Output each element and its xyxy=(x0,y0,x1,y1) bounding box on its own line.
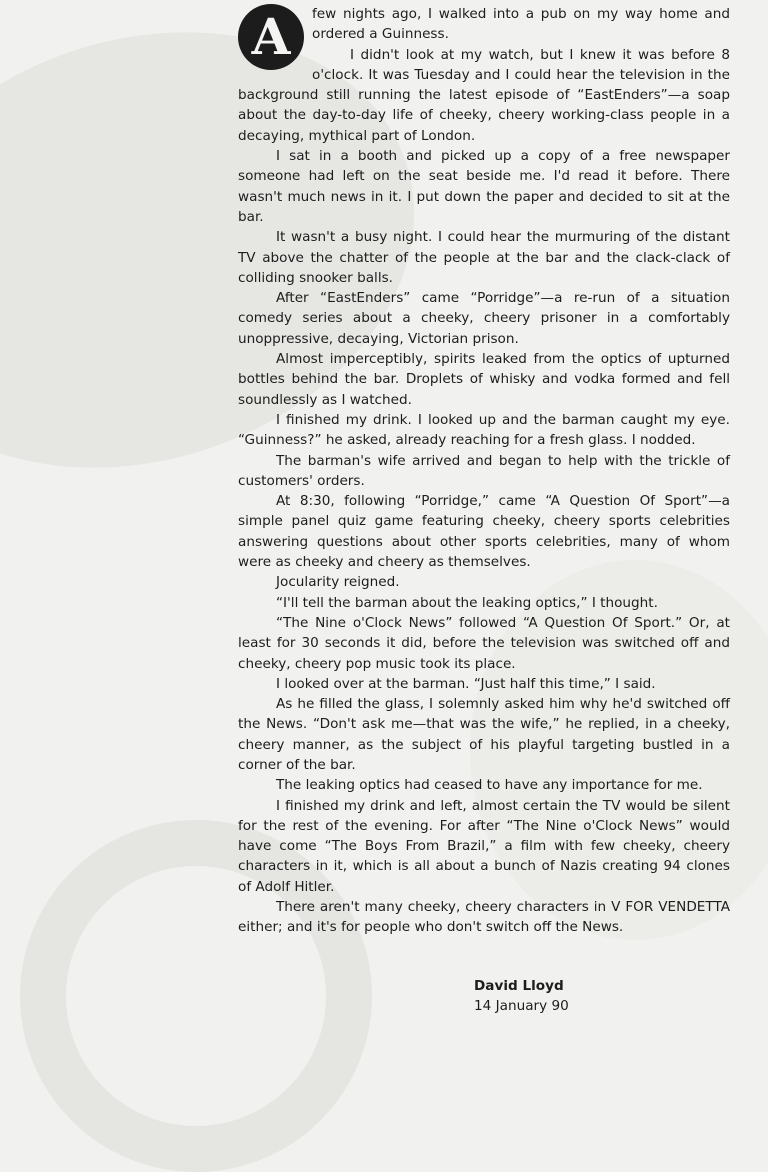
article-paragraph: It wasn't a busy night. I could hear the murmuring of the distant TV above the chatter of the people at the bar and the clack-clack of colliding snooker balls. xyxy=(238,229,730,286)
article-paragraph: “The Nine o'Clock News” followed “A Question Of Sport.” Or, at least for 30 seconds it did, before the television was switched off and cheeky, cheery pop music took its place. xyxy=(238,614,730,672)
article-paragraph: As he filled the glass, I solemnly asked him why he'd switched off the News. “Don't ask me—that was the wife,” he replied, in a cheeky, cheery manner, as the subject of his playful targeting bustled in a corner of the bar. xyxy=(238,696,730,773)
author-name: David Lloyd xyxy=(474,978,564,994)
article-paragraph: “I'll tell the barman about the leaking optics,” I thought. xyxy=(276,594,658,611)
article-paragraph: I didn't look at my watch, but I knew it was before 8 o'clock. It was Tuesday and I could hear the television in the background still running the latest episode of “EastEnders”—a soap about the day-to-day life of cheeky, cheery working-class people in a decaying, mythical part of London. xyxy=(238,46,730,144)
article-paragraph: The leaking optics had ceased to have any importance for me. xyxy=(276,777,703,794)
signature-date: 14 January 90 xyxy=(474,998,569,1014)
drop-cap: A xyxy=(238,4,304,70)
article-paragraph: Almost imperceptibly, spirits leaked from the optics of upturned bottles behind the bar. Droplets of whisky and vodka formed and fell soundlessly as I watched. xyxy=(238,351,730,408)
article-paragraph: After “EastEnders” came “Porridge”—a re-run of a situation comedy series about a cheeky, cheery prisoner in a comfortably unoppressive, decaying, Victorian prison. xyxy=(238,290,730,347)
article-body xyxy=(238,4,730,938)
article-paragraph: At 8:30, following “Porridge,” came “A Question Of Sport”—a simple panel quiz game featuring cheeky, cheery sports celebrities answering questions about other sports celebrities, many of whom were as cheeky and cheery as themselves. xyxy=(238,493,730,571)
article-paragraph: I sat in a booth and picked up a copy of a free newspaper someone had left on the seat beside me. I'd read it before. There wasn't much news in it. I put down the paper and decided to sit at the bar. xyxy=(238,148,730,225)
article-paragraph: few nights ago, I walked into a pub on my way home and ordered a Guinness. xyxy=(312,6,730,43)
article-paragraph: I looked over at the barman. “Just half this time,” I said. xyxy=(276,675,656,692)
article-paragraph: I finished my drink and left, almost certain the TV would be silent for the rest of the evening. For after “The Nine o'Clock News” would have come “The Boys From Brazil,” a film with few cheeky, cheery characters in it, which is all about a bunch of Nazis creating 94 clones of Adolf Hitler. xyxy=(238,797,730,895)
article-paragraph: There aren't many cheeky, cheery characters in V FOR VENDETTA either; and it's for people who don't switch off the News. xyxy=(238,899,730,936)
article-paragraph: Jocularity reigned. xyxy=(276,574,400,591)
signature-block xyxy=(474,976,569,1016)
article-paragraph: The barman's wife arrived and began to help with the trickle of customers' orders. xyxy=(238,452,730,489)
article-paragraph: I finished my drink. I looked up and the barman caught my eye. “Guinness?” he asked, already reaching for a fresh glass. I nodded. xyxy=(238,411,730,449)
